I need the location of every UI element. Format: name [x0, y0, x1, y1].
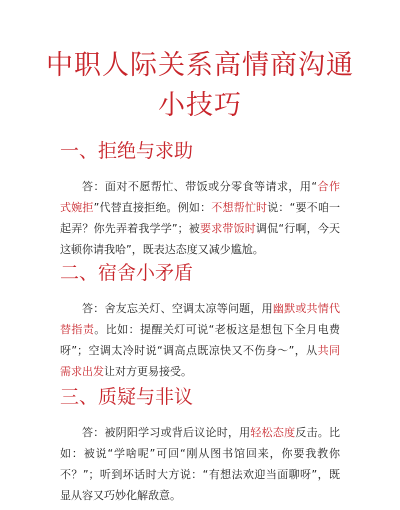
text-run: 说：“要不咱一起弄？你先弄着我学学”；被: [60, 201, 341, 235]
text-run: 。比如：提醒关灯可说“老板这是想包下全月电费呀”；空调太冷时说“调高点既凉快又不伤身～”，从: [60, 323, 341, 357]
highlight-run: 轻松态度: [250, 426, 296, 439]
title-line-2: 小技巧: [158, 90, 242, 121]
highlight-run: 幽默或共情代替指责: [60, 302, 341, 336]
title-line-1: 中职人际关系高情商沟通: [46, 50, 354, 81]
text-run: 调侃“行啊，今天这顿你请我哈”，既表达态度又减少尴尬。: [60, 222, 341, 256]
section-body: [60, 298, 340, 382]
page-title: [0, 0, 400, 126]
text-run: 让对方更易接受。: [104, 365, 192, 378]
highlight-run: 共同需求出发: [60, 344, 340, 378]
text-run: 答：面对不愿帮忙、带饭或分零食等请求，用“: [82, 180, 318, 193]
section-body: [60, 422, 340, 506]
text-run: ”代替直接拒绝。例如：: [93, 201, 212, 214]
section-dorm-conflicts: [0, 260, 400, 382]
section-body: [60, 176, 340, 260]
section-heading: 三、质疑与非议: [60, 386, 194, 408]
text-run: 反击。比如：被说“学啥呢”可回“刚从图书馆回来，你要我教你不？”；听到坏话时大方说：“有想法欢迎当面聊呀”，既显从容又巧妙化解敌意。: [60, 426, 341, 502]
highlight-run: 要求带饭时: [200, 222, 256, 235]
text-run: 答：被阴阳学习或背后议论时，用: [82, 426, 251, 439]
text-run: 答：舍友忘关灯、空调太凉等问题，用: [82, 302, 273, 315]
highlight-run: 合作式婉拒: [60, 180, 340, 214]
section-refuse-and-help: [0, 138, 400, 260]
section-doubt-and-gossip: [0, 384, 400, 506]
section-heading: 二、宿舍小矛盾: [60, 262, 194, 284]
highlight-run: 不想帮忙时: [211, 201, 268, 214]
section-heading: 一、拒绝与求助: [60, 140, 194, 162]
